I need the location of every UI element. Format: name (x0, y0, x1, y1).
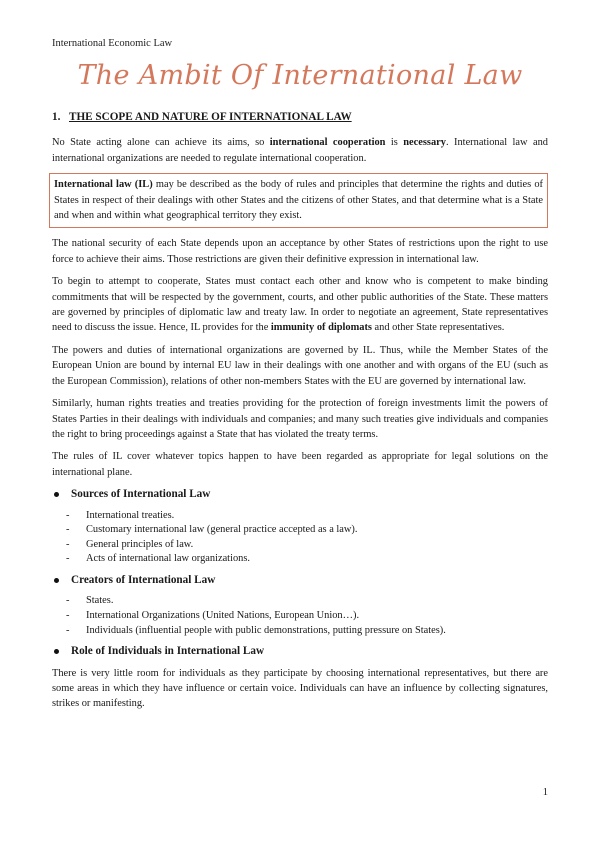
text-run: and other State representatives. (371, 322, 505, 334)
list-item: - Acts of international law organizations. (66, 552, 548, 567)
text-run: No State acting alone can achieve its aims, so (52, 137, 270, 149)
list-item-text: Individuals (influential people with public demonstrations, putting pressure on States). (86, 624, 446, 636)
definition-term: International law (IL) (54, 179, 153, 191)
list-item: - Individuals (influential people with public demonstrations, putting pressure on States). (66, 624, 548, 639)
text-run: To begin to attempt to cooperate, States must contact each other and know who is competent to make binding commitments that will be respected by the government, courts, and other public authorities of the State. These matters are governed by principles of diplomatic law and treaty law. In order to negotiate an agreement, State representatives need to discuss the issue. Hence, IL provides for the (52, 276, 548, 334)
list-item-text: International treaties. (86, 509, 175, 521)
bullet-icon (54, 492, 59, 497)
paragraph-cooperation (52, 274, 548, 336)
list-item-text: Acts of international law organizations. (86, 553, 250, 565)
section-heading (52, 110, 548, 125)
sources-heading (52, 487, 548, 502)
definition-box (49, 173, 548, 228)
list-item: - International treaties. (66, 509, 548, 524)
list-item: - States. (66, 594, 548, 609)
paragraph-individuals: There is very little room for individuals as they participate by choosing international representatives, but there are some areas in which they have influence or certain voice. Individuals can have an influence by collecting signatures, strikes or manifesting. (52, 667, 548, 710)
bold-run: necessary (403, 137, 446, 149)
list-item-text: General principles of law. (86, 538, 194, 550)
paragraph-organizations: The powers and duties of international organizations are governed by IL. Thus, while the Member States of the European Union are bound by internal EU law in their dealings with one another and with organs of the EU (such as the European Commission), relations of other non-members States with the EU are governed by international law. (52, 344, 548, 387)
text-run: . International law and international organizations are needed to regulate international cooperation. (52, 137, 548, 164)
bullet-icon (54, 649, 59, 654)
list-item: - Customary international law (general practice accepted as a law). (66, 523, 548, 538)
list-item: - General principles of law. (66, 538, 548, 553)
bullet-icon (54, 578, 59, 583)
page-number: 1 (542, 787, 548, 798)
list-item-text: International Organizations (United Nations, European Union…). (86, 609, 360, 621)
paragraph-rules: The rules of IL cover whatever topics happen to have been regarded as appropriate for legal solutions on the international plane. (52, 451, 548, 478)
list-item: - International Organizations (United Nations, European Union…). (66, 609, 548, 624)
definition-text: may be described as the body of rules and principles that determine the rights and duties of States in respect of their dealings with other States and the citizens of other States, and that determine what is a State and when and within what geographical territory they exist. (54, 179, 543, 222)
creators-heading-text: Creators of International Law (71, 573, 216, 586)
list-item-text: Customary international law (general practice accepted as a law). (86, 524, 358, 536)
sources-list (52, 509, 548, 567)
creators-list (52, 594, 548, 638)
individuals-heading (52, 644, 548, 659)
individuals-heading-text: Role of Individuals in International Law (71, 645, 265, 658)
section-number: 1. (52, 111, 61, 123)
text-run: is (385, 137, 404, 149)
running-header: International Economic Law (52, 38, 173, 49)
bold-run: international cooperation (269, 137, 386, 149)
document-body (52, 110, 548, 719)
list-item-text: States. (86, 595, 114, 607)
paragraph-human-rights: Similarly, human rights treaties and treaties providing for the protection of foreign investments limit the powers of States Parties in their dealings with individuals and companies; and many such treaties give individuals and companies the right to bring proceedings against a State that has violated the treaty terms. (52, 398, 548, 440)
creators-heading (52, 573, 548, 588)
paragraph-security: The national security of each State depends upon an acceptance by other States of restrictions upon the right to use force to achieve their aims. Those restrictions are given their definitive expression in international law. (52, 238, 548, 265)
section-title: THE SCOPE AND NATURE OF INTERNATIONAL LAW (69, 111, 352, 123)
page-title: The Ambit Of International Law (77, 60, 523, 91)
sources-heading-text: Sources of International Law (71, 488, 211, 501)
paragraph-intro (52, 135, 548, 166)
bold-run: immunity of diplomats (270, 322, 372, 334)
